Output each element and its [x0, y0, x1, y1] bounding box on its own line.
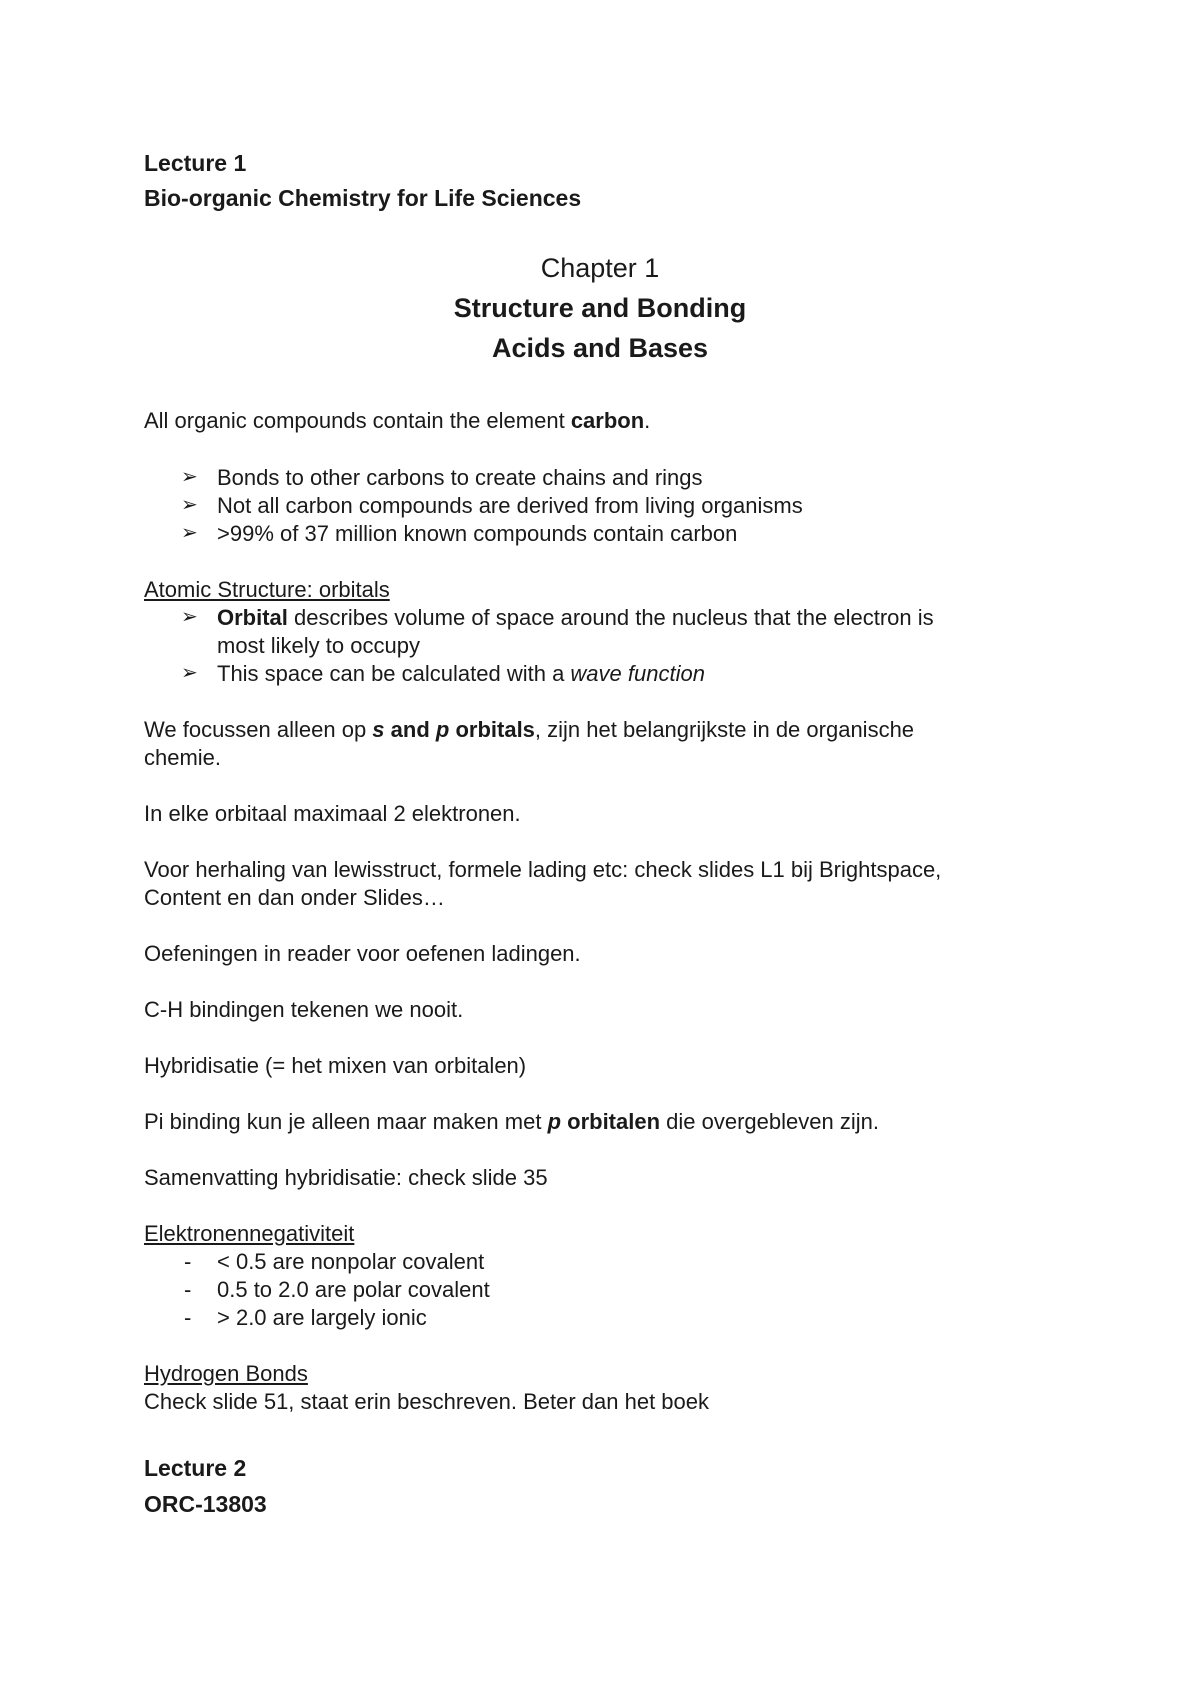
max-electrons-paragraph: In elke orbitaal maximaal 2 elektronen. — [144, 801, 521, 826]
arrow-bullet-icon: ➢ — [181, 494, 198, 516]
focus-and: and — [384, 717, 436, 742]
exercises-paragraph: Oefeningen in reader voor oefenen ladingen. — [144, 941, 581, 966]
pi-bond-text: Pi binding kun je alleen maar maken met — [144, 1109, 548, 1134]
chapter-title: Structure and Bonding — [453, 293, 747, 323]
hydrogen-bonds-text: Check slide 51, staat erin beschreven. Beter dan het boek — [144, 1389, 710, 1414]
pi-bond-text-rest: die overgebleven zijn. — [660, 1109, 879, 1134]
orbital-term: Orbital — [217, 605, 288, 630]
wave-function-bullet — [217, 663, 705, 685]
ch-bonds-paragraph: C-H bindingen tekenen we nooit. — [144, 997, 464, 1022]
orbital-definition-text: describes volume of space around the nucleus that the electron is — [287, 605, 934, 630]
hybridisation-paragraph: Hybridisatie (= het mixen van orbitalen) — [144, 1053, 527, 1078]
focus-s: s — [372, 717, 385, 742]
intro-text: All organic compounds contain the element — [144, 408, 571, 433]
focus-p: p — [435, 717, 450, 742]
arrow-bullet-icon: ➢ — [181, 662, 198, 684]
electronegativity-item: < 0.5 are nonpolar covalent — [217, 1249, 485, 1274]
orbital-definition — [217, 607, 934, 629]
bullet-item: >99% of 37 million known compounds contain carbon — [217, 521, 738, 546]
repetition-paragraph: Voor herhaling van lewisstruct, formele lading etc: check slides L1 bij Brightspace, — [144, 857, 942, 882]
atomic-structure-heading: Atomic Structure: orbitals — [144, 577, 390, 602]
intro-bold-carbon: carbon — [570, 408, 645, 433]
orbital-definition-continued: most likely to occupy — [217, 633, 420, 658]
course-code: ORC-13803 — [144, 1491, 267, 1517]
electronegativity-item: > 2.0 are largely ionic — [217, 1305, 427, 1330]
focus-text-rest: , zijn het belangrijkste in de organische — [534, 717, 915, 742]
intro-period: . — [644, 408, 651, 433]
dash-bullet-icon: - — [184, 1277, 192, 1302]
focus-text: We focussen alleen op — [144, 717, 373, 742]
arrow-bullet-icon: ➢ — [181, 606, 198, 628]
wave-function-text: This space can be calculated with a — [217, 661, 571, 686]
pi-bond-paragraph — [144, 1111, 879, 1133]
wave-function-term: wave function — [570, 661, 705, 686]
focus-orbitals: orbitals — [449, 717, 535, 742]
dash-bullet-icon: - — [184, 1249, 192, 1274]
bullet-item: Bonds to other carbons to create chains and rings — [217, 465, 703, 490]
lecture-2-label: Lecture 2 — [144, 1455, 247, 1481]
chapter-subtitle: Acids and Bases — [491, 333, 709, 363]
lecture-1-label: Lecture 1 — [144, 150, 247, 176]
arrow-bullet-icon: ➢ — [181, 522, 198, 544]
repetition-paragraph-continued: Content en dan onder Slides… — [144, 885, 445, 910]
bullet-item: Not all carbon compounds are derived from living organisms — [217, 493, 803, 518]
dash-bullet-icon: - — [184, 1305, 192, 1330]
electronegativity-item: 0.5 to 2.0 are polar covalent — [217, 1277, 490, 1302]
focus-paragraph — [144, 719, 914, 741]
course-title: Bio-organic Chemistry for Life Sciences — [144, 185, 582, 211]
electronegativity-heading: Elektronennegativiteit — [144, 1221, 355, 1246]
intro-paragraph — [144, 410, 650, 432]
hydrogen-bonds-heading: Hydrogen Bonds — [144, 1361, 308, 1386]
focus-paragraph-continued: chemie. — [144, 745, 222, 770]
arrow-bullet-icon: ➢ — [181, 466, 198, 488]
pi-bond-orbitals: orbitalen — [561, 1109, 661, 1134]
summary-paragraph: Samenvatting hybridisatie: check slide 35 — [144, 1165, 548, 1190]
chapter-number: Chapter 1 — [540, 253, 660, 283]
pi-bond-p: p — [547, 1109, 562, 1134]
